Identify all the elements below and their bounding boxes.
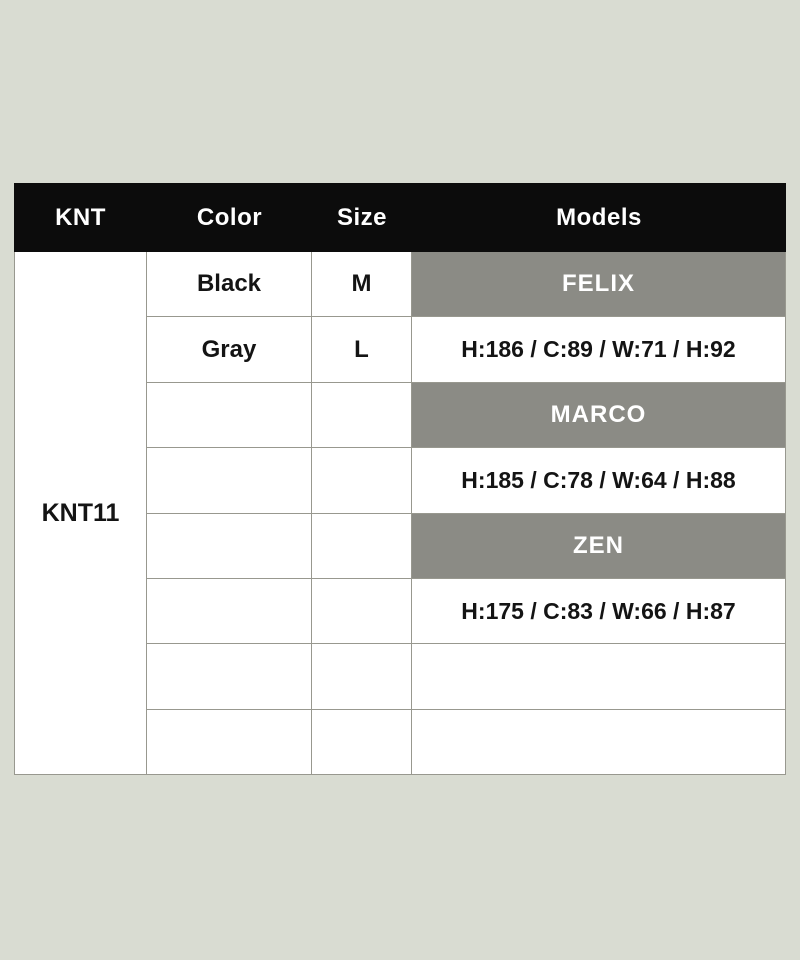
color-cell [147,710,312,774]
table-row [147,579,785,644]
size-spec-table [14,183,786,775]
model-name-cell: MARCO [412,383,785,447]
color-cell [147,644,312,708]
model-measurements-cell: H:175 / C:83 / W:66 / H:87 [461,597,736,624]
table-rows [147,252,785,774]
header-color: Color [196,203,263,231]
model-measurements-cell: H:185 / C:78 / W:64 / H:88 [461,466,736,493]
table-row [147,448,785,513]
knt-code-cell: KNT11 [15,252,147,774]
table-row [147,514,785,579]
color-cell [147,448,312,512]
table-body [14,252,786,775]
size-cell [312,579,412,643]
size-cell [312,710,412,774]
table-row [147,252,785,317]
color-cell [147,514,312,578]
size-cell [312,514,412,578]
model-empty-cell [412,644,785,708]
model-empty-cell [412,710,785,774]
table-row [147,644,785,709]
color-cell: Gray [147,317,312,381]
color-cell: Black [147,252,312,316]
model-name-cell: FELIX [412,252,785,316]
model-name-cell: ZEN [412,514,785,578]
table-header-row [14,183,786,252]
size-cell: L [312,317,412,381]
header-knt: KNT [55,203,106,231]
size-cell [312,383,412,447]
model-measurements-cell: H:186 / C:89 / W:71 / H:92 [461,336,736,363]
size-cell: M [312,252,412,316]
header-models: Models [556,203,642,231]
table-row [147,383,785,448]
table-row [147,710,785,774]
table-row [147,317,785,382]
color-cell [147,579,312,643]
size-cell [312,448,412,512]
color-cell [147,383,312,447]
size-cell [312,644,412,708]
header-size: Size [336,203,388,231]
